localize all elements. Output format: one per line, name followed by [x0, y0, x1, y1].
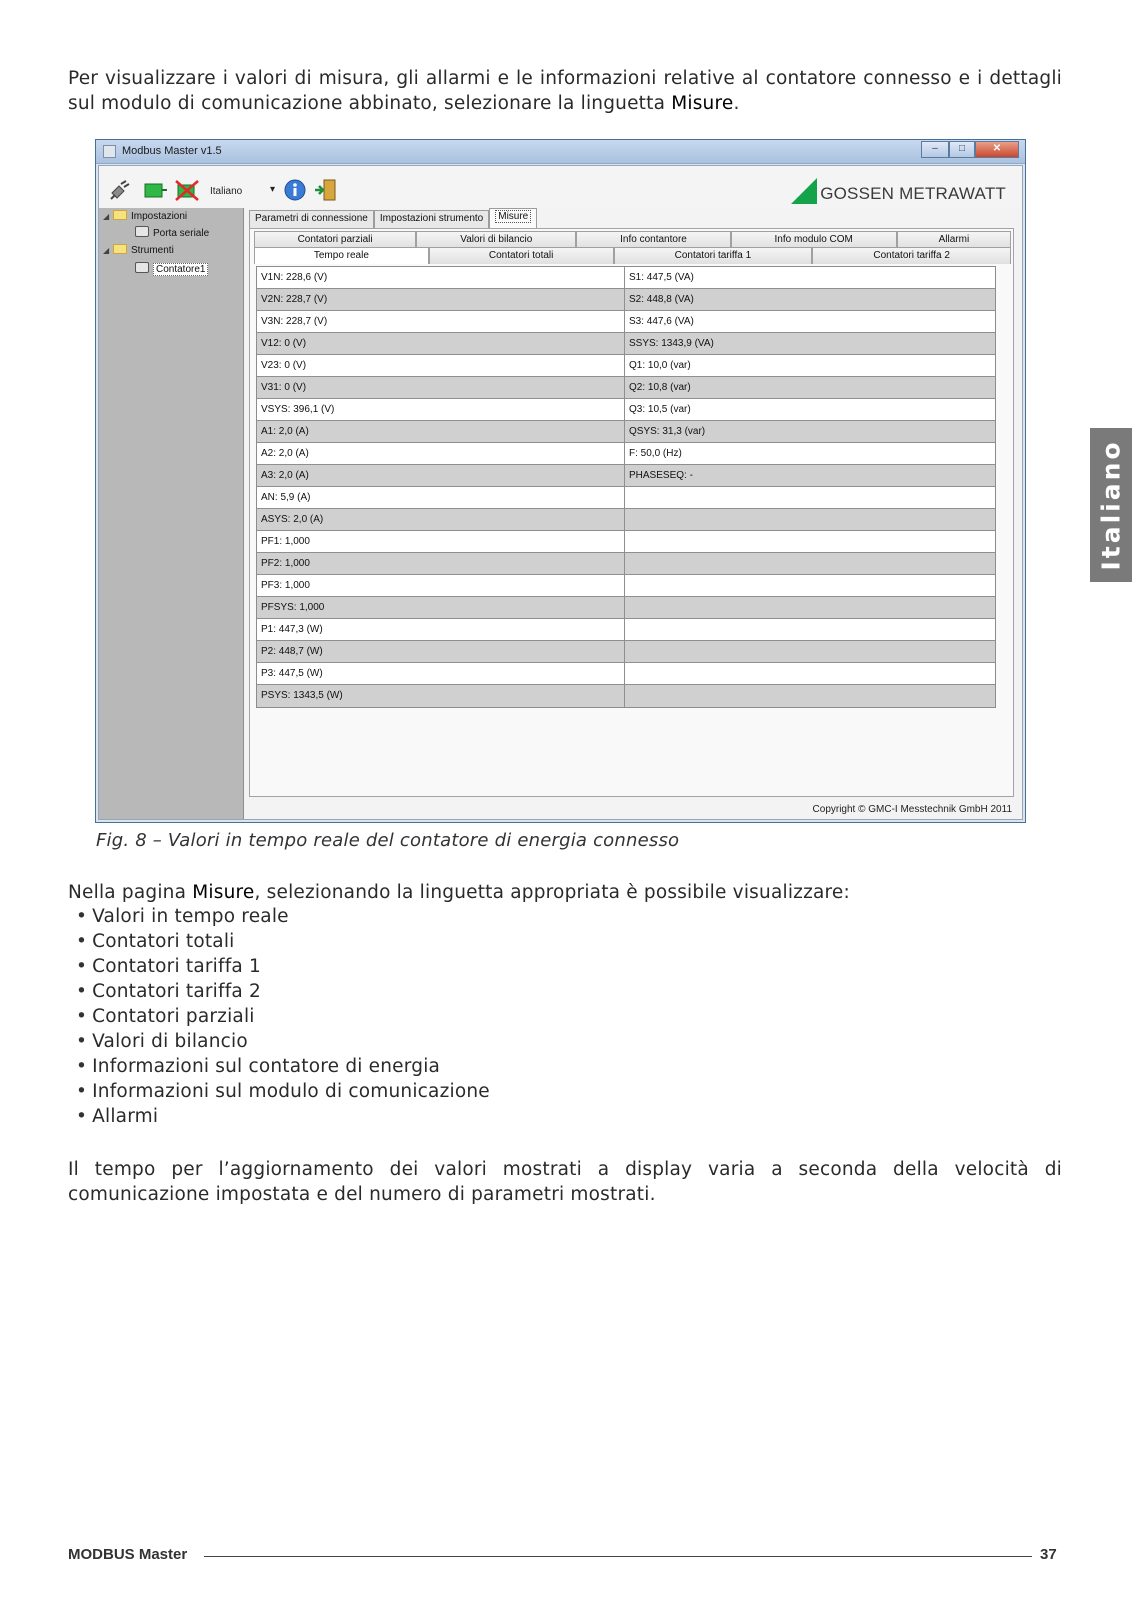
subtab-partial-counters[interactable]: Contatori parziali	[254, 231, 416, 248]
table-cell: S1: 447,5 (VA)	[629, 272, 694, 283]
list-item: • Contatori parziali	[76, 1004, 490, 1029]
table-cell: PF1: 1,000	[257, 531, 625, 552]
tab-measurements[interactable]	[489, 208, 537, 228]
table-row[interactable]	[257, 531, 995, 553]
table-row[interactable]	[257, 487, 995, 509]
outro-paragraph: Il tempo per l’aggiornamento dei valori mostrati a display varia a seconda della velocità di comunicazione impostata e del numero di parametri mostrati.	[68, 1159, 1062, 1205]
bullet-list	[76, 904, 490, 1129]
list-item: • Valori di bilancio	[76, 1029, 490, 1054]
table-cell: Q2: 10,8 (var)	[629, 382, 691, 393]
table-cell: Q3: 10,5 (var)	[629, 404, 691, 415]
subtab-alarms[interactable]: Allarmi	[897, 231, 1011, 248]
table-row[interactable]	[257, 597, 995, 619]
window-client-area	[98, 165, 1023, 820]
logo-text: GOSSEN METRAWATT	[820, 184, 1006, 203]
table-row[interactable]	[257, 443, 995, 465]
table-cell: V1N: 228,6 (V)	[257, 267, 625, 288]
footer-title: MODBUS Master	[68, 1546, 188, 1563]
table-cell: V3N: 228,7 (V)	[257, 311, 625, 332]
table-row[interactable]	[257, 619, 995, 641]
page-number: 37	[1040, 1546, 1057, 1563]
table-cell: V12: 0 (V)	[257, 333, 625, 354]
table-row[interactable]	[257, 267, 995, 289]
table-row[interactable]	[257, 465, 995, 487]
table-cell	[625, 597, 995, 618]
list-item: • Informazioni sul modulo di comunicazione	[76, 1079, 490, 1104]
table-cell: A2: 2,0 (A)	[257, 443, 625, 464]
tree-item-settings[interactable]	[103, 210, 187, 222]
tree-label-meter: Contatore1	[153, 263, 208, 276]
subtab-balance-values[interactable]: Valori di bilancio	[416, 231, 576, 248]
table-cell: S3: 447,6 (VA)	[629, 316, 694, 327]
lead-text: Nella pagina	[68, 882, 193, 903]
subtab-tariff-1-counters[interactable]: Contatori tariffa 1	[614, 247, 813, 264]
subtab-tariff-2-counters[interactable]: Contatori tariffa 2	[812, 247, 1011, 264]
intro-text-end: .	[733, 93, 740, 114]
language-select[interactable]: Italiano	[210, 186, 243, 197]
table-cell	[625, 641, 995, 662]
measurement-grid	[256, 266, 996, 708]
footer-divider	[204, 1556, 1032, 1557]
lead-text-end: , selezionando la linguetta appropriata è possibile visualizzare:	[254, 882, 850, 903]
subtab-row-2	[254, 247, 1011, 264]
tree-item-instruments[interactable]	[103, 244, 174, 256]
window-title: Modbus Master v1.5	[122, 145, 222, 157]
intro-text: Per visualizzare i valori di misura, gli allarmi e le informazioni relative al contatore connesso e i dettagli sul modulo di comunicazione abbinato, selezionare la linguetta	[68, 68, 1062, 114]
table-cell: P2: 448,7 (W)	[257, 641, 625, 662]
tree-label-serial-port: Porta seriale	[153, 228, 210, 239]
tree-label-settings: Impostazioni	[131, 211, 188, 222]
plug-icon[interactable]	[109, 179, 133, 201]
tab-instrument-settings[interactable]	[374, 210, 489, 228]
content-area	[245, 208, 1022, 819]
table-row[interactable]	[257, 575, 995, 597]
table-row[interactable]	[257, 641, 995, 663]
subtab-row-1	[254, 231, 1011, 248]
folder-icon	[113, 244, 127, 254]
table-row[interactable]	[257, 333, 995, 355]
close-button[interactable]: ✕	[975, 141, 1019, 158]
table-row[interactable]	[257, 311, 995, 333]
subtab-total-counters[interactable]: Contatori totali	[429, 247, 614, 264]
logo-triangle-icon	[791, 178, 817, 204]
table-cell: V23: 0 (V)	[257, 355, 625, 376]
tab-label: Misure	[495, 210, 531, 223]
tab-label: Parametri di connessione	[255, 213, 368, 224]
intro-paragraph	[68, 66, 1062, 116]
table-cell	[625, 575, 995, 596]
table-cell: ASYS: 2,0 (A)	[257, 509, 625, 530]
minimize-button[interactable]: –	[921, 141, 949, 158]
table-cell	[625, 509, 995, 530]
table-cell: P1: 447,3 (W)	[257, 619, 625, 640]
table-cell: A1: 2,0 (A)	[257, 421, 625, 442]
list-item: • Contatori totali	[76, 929, 490, 954]
connect-icon[interactable]	[143, 179, 167, 201]
table-cell: AN: 5,9 (A)	[257, 487, 625, 508]
list-item: • Informazioni sul contatore di energia	[76, 1054, 490, 1079]
disconnect-icon[interactable]	[175, 179, 199, 201]
table-cell	[625, 553, 995, 574]
list-item: • Contatori tariffa 2	[76, 979, 490, 1004]
tree-label-instruments: Strumenti	[131, 245, 174, 256]
window-controls	[921, 141, 1019, 159]
subtab-com-module-info[interactable]: Info modulo COM	[731, 231, 897, 248]
language-side-tab	[1090, 428, 1132, 582]
list-item: • Valori in tempo reale	[76, 904, 490, 929]
table-cell: Q1: 10,0 (var)	[629, 360, 691, 371]
table-cell: S2: 448,8 (VA)	[629, 294, 694, 305]
table-row[interactable]	[257, 553, 995, 575]
table-cell	[625, 619, 995, 640]
chevron-down-icon[interactable]: ▾	[270, 184, 276, 195]
exit-icon[interactable]	[313, 179, 337, 201]
tree-item-serial-port[interactable]	[135, 226, 209, 239]
info-icon[interactable]	[283, 179, 307, 201]
lead-paragraph	[68, 880, 1062, 905]
table-row[interactable]	[257, 399, 995, 421]
table-cell	[625, 663, 995, 684]
table-cell: A3: 2,0 (A)	[257, 465, 625, 486]
list-item: • Contatori tariffa 1	[76, 954, 490, 979]
table-row[interactable]	[257, 355, 995, 377]
tree-item-meter[interactable]	[135, 262, 208, 275]
table-row[interactable]	[257, 421, 995, 443]
table-cell: PF3: 1,000	[257, 575, 625, 596]
collapse-icon[interactable]: ◢	[103, 212, 110, 221]
table-cell	[625, 531, 995, 552]
table-cell	[625, 487, 995, 508]
table-row[interactable]	[257, 289, 995, 311]
tab-label: Impostazioni strumento	[379, 213, 484, 224]
table-row[interactable]	[257, 685, 995, 707]
table-cell: SSYS: 1343,9 (VA)	[629, 338, 714, 349]
table-cell: PFSYS: 1,000	[257, 597, 625, 618]
table-cell: F: 50,0 (Hz)	[629, 448, 682, 459]
figure-caption: Fig. 8 – Valori in tempo reale del contatore di energia connesso	[96, 830, 680, 851]
table-cell	[625, 685, 995, 707]
port-icon	[135, 226, 149, 237]
meter-icon	[135, 262, 149, 273]
navigation-tree	[99, 208, 244, 819]
table-cell: PHASESEQ: -	[629, 470, 693, 481]
maximize-button[interactable]: □	[949, 141, 975, 158]
measurements-panel	[249, 228, 1014, 797]
collapse-icon[interactable]: ◢	[103, 246, 110, 255]
table-cell: PSYS: 1343,5 (W)	[257, 685, 625, 707]
main-tabs	[249, 208, 537, 228]
app-icon	[103, 145, 116, 158]
folder-icon	[113, 210, 127, 220]
modbus-master-window	[95, 139, 1026, 823]
table-cell: V2N: 228,7 (V)	[257, 289, 625, 310]
intro-bold-misure: Misure	[671, 93, 734, 114]
list-item: • Allarmi	[76, 1104, 490, 1129]
window-titlebar	[96, 140, 1025, 164]
table-cell: V31: 0 (V)	[257, 377, 625, 398]
subtab-meter-info[interactable]: Info contantore	[576, 231, 730, 248]
table-cell: P3: 447,5 (W)	[257, 663, 625, 684]
lead-bold-misure: Misure	[192, 882, 255, 903]
table-row[interactable]	[257, 509, 995, 531]
gossen-metrawatt-logo	[791, 176, 1006, 204]
table-cell: PF2: 1,000	[257, 553, 625, 574]
side-tab-label: Italiano	[1096, 439, 1126, 571]
subtab-real-time[interactable]: Tempo reale	[254, 247, 429, 264]
table-row[interactable]	[257, 377, 995, 399]
copyright-text: Copyright © GMC-I Messtechnik GmbH 2011	[812, 804, 1012, 815]
tab-connection-parameters[interactable]	[249, 210, 374, 228]
table-row[interactable]	[257, 663, 995, 685]
toolbar	[99, 166, 1022, 208]
table-cell: VSYS: 396,1 (V)	[257, 399, 625, 420]
table-cell: QSYS: 31,3 (var)	[629, 426, 706, 437]
